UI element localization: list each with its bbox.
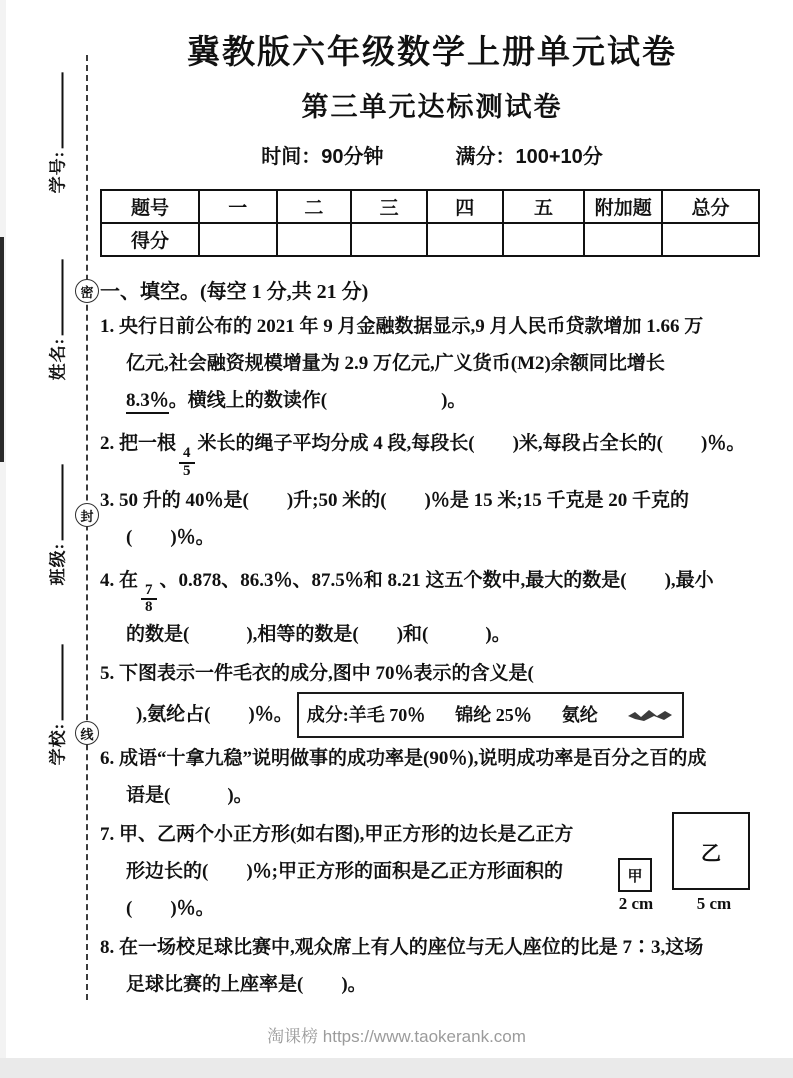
section-one-heading: 一、填空。(每空 1 分,共 21 分) [100,281,369,303]
question-text: 4. 在 [100,569,139,591]
score-cell-empty [277,223,352,256]
score-cell-empty [351,223,427,256]
question-line [100,421,764,480]
exam-full-score: 满分：100+10分 [455,146,603,168]
scan-edge-artifact [0,237,4,462]
question-7 [100,816,764,927]
seal-label-text: 学校: [48,722,68,766]
score-table-score-row [101,223,759,256]
score-cell-empty [427,223,503,256]
page-subtitle: 第三单元达标测试卷 [301,92,563,122]
composition-wool: 成分:羊毛 70％ [306,705,426,725]
square-jia-size-label: 2 cm [618,894,654,913]
seal-label-student-id [44,73,69,194]
question-line: 亿元,社会融资规模增量为 2.9 万亿元,广义货币(M2)余额同比增长 [126,353,665,374]
score-cell-empty [662,223,759,256]
question-line [100,382,764,419]
question-line: 6. 成语“十拿九稳”说明做事的成功率是(90％),说明成功率是百分之百的成 [100,748,707,769]
scan-left-edge [0,0,6,1078]
fraction-denominator: 8 [145,599,153,616]
fraction-numerator: 7 [141,583,157,601]
seal-char-xian: 线 [75,721,99,745]
seal-label-school [44,645,69,766]
score-cell-empty [503,223,585,256]
question-6 [100,740,764,814]
question-5 [100,655,764,738]
seal-label-text: 班级: [48,542,68,586]
seal-char-mi: 密 [75,279,99,303]
seal-dashed-line [86,55,88,1000]
question-8 [100,929,764,1003]
square-jia: 甲 [618,858,652,892]
fraction [179,446,195,480]
composition-spandex: 氨纶 [561,705,598,725]
fill-in-questions [100,308,764,1003]
question-2 [100,421,764,480]
fraction-numerator: 4 [179,446,195,464]
score-header-cell: 二 [277,190,352,223]
question-line: ( )％。 [126,898,215,919]
question-line: 足球比赛的上座率是( )。 [126,974,367,995]
score-header-cell: 附加题 [584,190,662,223]
seal-label-text: 姓名: [48,337,68,381]
question-line: 形边长的( )％;甲正方形的面积是乙正方形面积的 [126,861,563,882]
fraction-denominator: 5 [183,462,191,479]
scan-bottom-edge [0,1058,793,1078]
question-text: 米长的绳子平均分成 4 段,每段长( )米,每段占全长的( )％。 [197,433,746,454]
ink-smudge-icon [628,708,672,722]
question-4 [100,558,764,654]
squares-diagram [602,812,762,924]
score-header-cell: 四 [427,190,503,223]
blank-line [46,465,64,541]
question-line: 7. 甲、乙两个小正方形(如右图),甲正方形的边长是乙正方 [100,824,574,845]
score-header-cell: 总分 [662,190,759,223]
exam-time: 时间：90分钟 [261,146,384,168]
score-row-label: 得分 [101,223,199,256]
square-yi-size-label: 5 cm [696,894,732,913]
question-1 [100,308,764,419]
question-line: ( )％。 [126,526,215,548]
question-line: 语是( )。 [126,785,253,806]
exam-page [100,26,764,1003]
question-text: ),氨纶占( )％。 [136,704,293,725]
question-3 [100,482,764,556]
question-line: 3. 50 升的 40％是( )升;50 米的( )％是 15 米;15 千克是 20 千克的 [100,489,689,511]
seal-label-text: 学号: [48,150,68,194]
exam-meta [100,140,764,169]
question-line: 1. 央行日前公布的 2021 年 9 月金融数据显示,9 月人民币贷款增加 1.66 万 [100,316,704,337]
composition-nylon: 锦纶 25％ [455,705,532,725]
score-cell-empty [584,223,662,256]
fraction [141,583,157,617]
question-line: 8. 在一场校足球比赛中,观众席上有人的座位与无人座位的比是 7∶3,这场 [100,937,704,958]
question-line [100,692,764,738]
score-header-cell: 五 [503,190,585,223]
score-header-cell: 一 [199,190,277,223]
composition-box [297,692,684,738]
score-table [100,189,760,257]
question-text: 2. 把一根 [100,433,177,454]
page-title: 冀教版六年级数学上册单元试卷 [187,33,677,70]
square-yi: 乙 [672,812,750,890]
score-header-cell: 题号 [101,190,199,223]
score-header-cell: 三 [351,190,427,223]
seal-label-class [44,465,69,586]
question-line: 的数是( ),相等的数是( )和( )。 [126,624,511,645]
question-text: 、0.878、86.3％、87.5％和 8.21 这五个数中,最大的数是( ),最小 [159,569,714,591]
blank-line [46,260,64,336]
question-line-rest: 。横线上的数读作( )。 [168,390,467,411]
score-table-header-row [101,190,759,223]
question-line [100,558,764,617]
score-cell-empty [199,223,277,256]
seal-char-feng: 封 [75,503,99,527]
question-7-text [100,816,625,927]
seal-label-name [44,260,69,381]
blank-line [46,645,64,721]
blank-line [46,73,64,149]
watermark: 淘课榜 https://www.taokerank.com [267,1027,526,1046]
underlined-value: 8.3％ [126,390,169,414]
question-line: 5. 下图表示一件毛衣的成分,图中 70％表示的含义是( [100,663,534,684]
